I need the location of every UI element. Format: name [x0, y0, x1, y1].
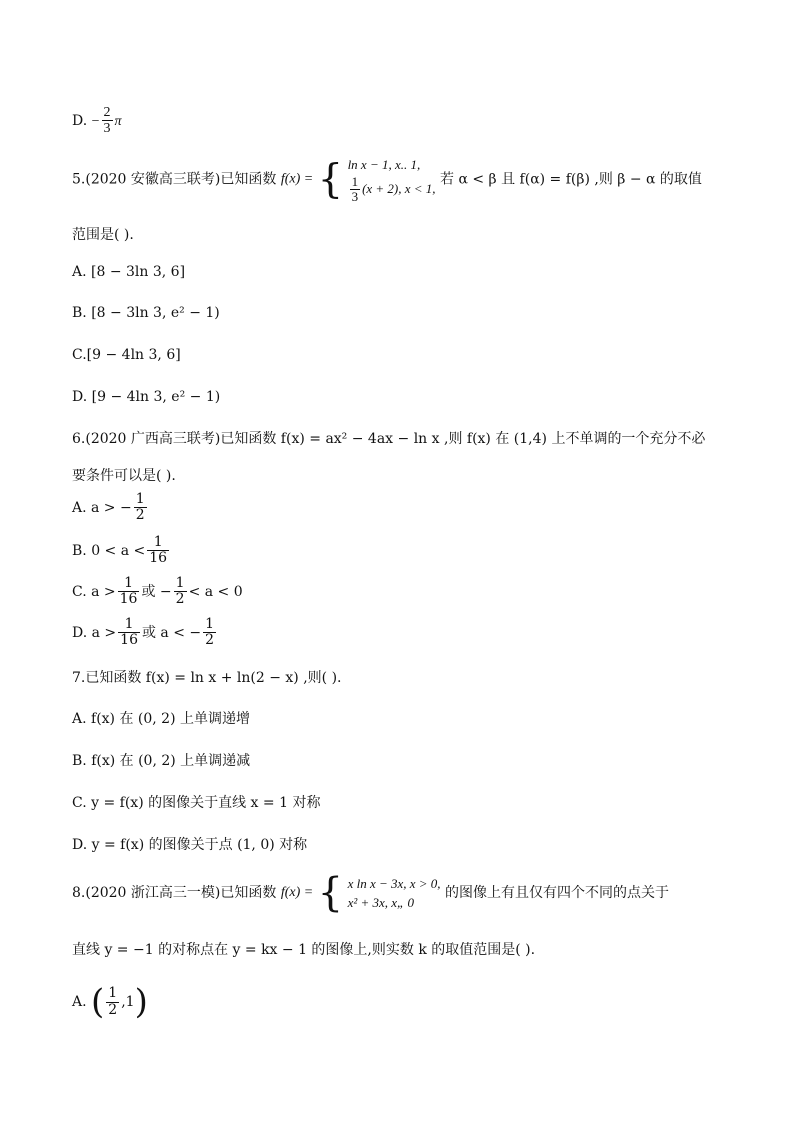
q6-stem-line2: 要条件可以是( ).	[72, 468, 176, 484]
q4-option-d: D. − $\frac{2}{3}$ π	[72, 105, 122, 137]
q8-piecewise: x ln x − 3x, x > 0, x² + 3x, x„ 0	[347, 875, 441, 910]
q7-option-a: A. f(x) 在 (0, 2) 上单调递增	[72, 711, 251, 727]
q7-option-c: C. y = f(x) 的图像关于直线 x = 1 对称	[72, 795, 321, 811]
q5-stem	[72, 155, 702, 204]
q8-option-a: A. ( $\frac{1}{2}$ ,1)	[72, 982, 148, 1022]
q5-function-name: f(x) =	[280, 171, 314, 187]
q7-stem: 7.已知函数 f(x) = ln x + ln(2 − x) ,则( ).	[72, 670, 342, 686]
q5-option-c: C.[9 − 4ln 3, 6]	[72, 347, 181, 363]
q7-option-d: D. y = f(x) 的图像关于点 (1, 0) 对称	[72, 837, 308, 853]
q5-case-2: $\frac{1}{3}$ (x + 2), x < 1,	[351, 173, 436, 204]
q5-option-b: B. [8 − 3ln 3, e² − 1)	[72, 305, 220, 321]
brace-icon: {	[317, 156, 344, 203]
q8-stem-line2: 直线 y = −1 的对称点在 y = kx − 1 的图像上,则实数 k 的取值范围是( ).	[72, 942, 536, 958]
brace-icon: {	[317, 870, 344, 916]
fraction: $\frac{2}{3}$	[103, 105, 111, 137]
q6-option-c: C. a > $\frac{1}{16}$ 或 − $\frac{1}{2}$ < a < 0	[72, 575, 243, 608]
q5-case-1: ln x − 1, x.. 1,	[347, 157, 421, 172]
q7-option-b: B. f(x) 在 (0, 2) 上单调递减	[72, 753, 251, 769]
q5-option-d: D. [9 − 4ln 3, e² − 1)	[72, 389, 221, 405]
q5-prefix: 5.(2020 安徽高三联考)已知函数	[72, 171, 277, 188]
q8-stem: 8.(2020 浙江高三一模)已知函数 f(x) = { x ln x − 3x, x > 0, x² + 3x, x„ 0 的图像上有且仅有四个不同的点关于	[72, 870, 670, 916]
q5-stem-line2: 范围是( ).	[72, 227, 134, 243]
q6-stem: 6.(2020 广西高三联考)已知函数 f(x) = ax² − 4ax − ln x ,则 f(x) 在 (1,4) 上不单调的一个充分不必	[72, 431, 706, 447]
q5-piecewise	[348, 155, 436, 204]
q5-condition: 若 α < β 且 f(α) = f(β) ,则 β − α 的取值	[440, 171, 702, 188]
q5-option-a: A. [8 − 3ln 3, 6]	[72, 264, 186, 280]
q6-option-b: B. 0 < a < $\frac{1}{16}$	[72, 534, 168, 567]
q6-option-a: A. a > − $\frac{1}{2}$	[72, 491, 145, 524]
q6-option-d: D. a > $\frac{1}{16}$ 或 a < − $\frac{1}{2}$	[72, 616, 215, 649]
option-label: D.	[72, 112, 88, 129]
